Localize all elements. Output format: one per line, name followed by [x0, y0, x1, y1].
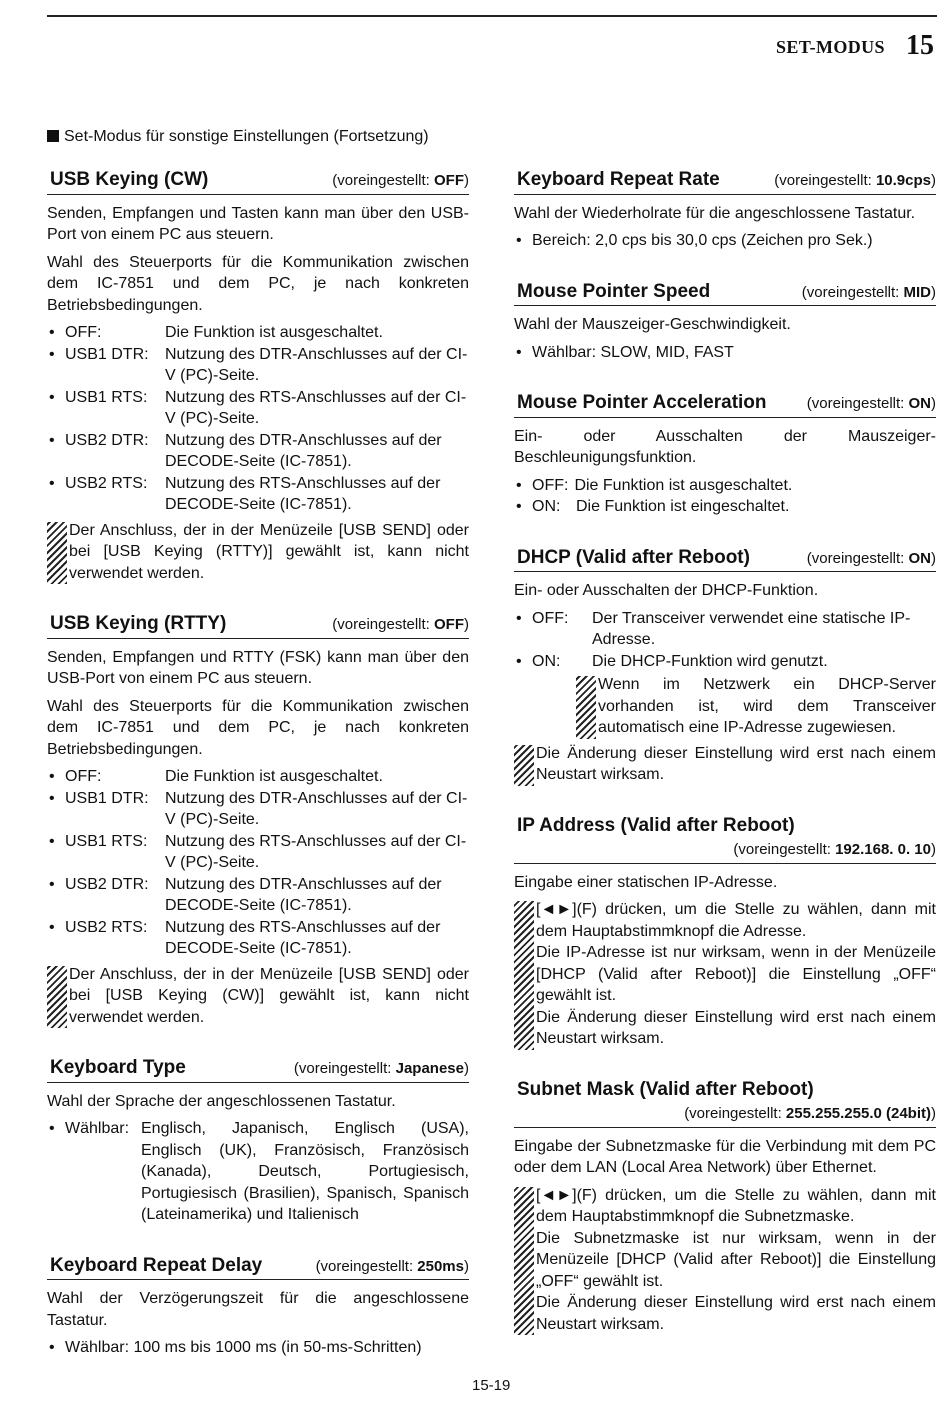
list-item: • Wählbar: SLOW, MID, FAST — [516, 343, 734, 361]
list-item: • Bereich: 2,0 cps bis 30,0 cps (Zeichen pro Sek.) — [516, 232, 873, 249]
list-item: • Wählbar: Englisch, Japanisch, Englisch (USA), Englisch (UK), Französisch, Französisch (Kanada), Deutsch, Portugiesisch, Portugiesisch (Brasilien), Spanisch, Spanisch (Lateinamerika) und Italienisch — [49, 1120, 469, 1223]
section-heading — [514, 278, 936, 307]
section-heading — [47, 166, 469, 195]
note-hatch-icon — [47, 522, 67, 585]
section-keyboard-repeat-delay — [47, 1252, 469, 1359]
section-heading — [47, 1054, 469, 1083]
section-title: Subnet Mask (Valid after Reboot) — [517, 1078, 814, 1100]
section-heading — [514, 544, 936, 573]
section-keyboard-type — [47, 1054, 469, 1226]
section-heading — [47, 610, 469, 639]
list-item: • USB1 RTS: Nutzung des RTS-Anschlusses auf der CI-V (PC)-Seite. — [49, 832, 467, 871]
paragraph: Wahl der Sprache der angeschlossenen Tastatur. — [47, 1092, 396, 1110]
section-title: Keyboard Repeat Delay — [50, 1254, 263, 1276]
section-heading — [514, 1076, 936, 1128]
header-page-number: 15 — [906, 30, 934, 61]
section-title: Keyboard Repeat Rate — [517, 169, 720, 190]
default-value: (voreingestellt: MID) — [801, 283, 936, 301]
section-usb-keying-cw — [47, 166, 469, 584]
paragraph: Wahl der Verzögerungszeit für die angeschlossene Tastatur. — [47, 1290, 469, 1329]
option-list — [47, 322, 469, 516]
list-item: • USB1 DTR: Nutzung des DTR-Anschlusses auf der CI-V (PC)-Seite. — [49, 789, 468, 828]
paragraph: Ein- oder Ausschalten der DHCP-Funktion. — [514, 582, 819, 599]
section-title: USB Keying (CW) — [50, 169, 209, 190]
note: Der Anschluss, der in der Menüzeile [USB SEND] oder bei [USB Keying (RTTY)] gewählt ist, kann nicht verwendet werden. — [47, 520, 469, 585]
section-subnet-mask — [514, 1076, 936, 1336]
header-title: SET-MODUS — [776, 37, 885, 57]
paragraph: Wahl des Steuerports für die Kommunikation zwischen dem IC-7851 und dem PC, je nach konkreten Betriebsbedingungen. — [47, 253, 469, 314]
default-value: (voreingestellt: 255.255.255.0 (24bit)) — [684, 1105, 936, 1122]
default-value: (voreingestellt: Japanese) — [293, 1060, 469, 1077]
section-heading — [514, 389, 936, 418]
default-value: (voreingestellt: 10.9cps) — [774, 172, 936, 189]
note-hatch-icon — [514, 745, 534, 786]
paragraph: Eingabe einer statischen IP-Adresse. — [514, 873, 778, 891]
intro-text: Set-Modus für sonstige Einstellungen (Fortsetzung) — [64, 128, 429, 145]
default-value: (voreingestellt: OFF) — [332, 616, 469, 633]
section-title: IP Address (Valid after Reboot) — [517, 814, 795, 836]
list-item: • USB1 RTS: Nutzung des RTS-Anschlusses auf der CI-V (PC)-Seite. — [49, 388, 467, 427]
section-title: DHCP (Valid after Reboot) — [517, 546, 750, 568]
section-title: Keyboard Type — [50, 1057, 186, 1078]
section-title: Mouse Pointer Speed — [517, 280, 711, 302]
paragraph: Wahl der Wiederholrate für die angeschlossene Tastatur. — [514, 204, 916, 222]
list-item: • USB2 DTR: Nutzung des DTR-Anschlusses auf der DECODE-Seite (IC-7851). — [49, 431, 442, 470]
list-item: • OFF: Die Funktion ist ausgeschaltet. — [49, 768, 383, 785]
note-hatch-icon — [514, 901, 534, 1050]
section-heading — [47, 1252, 469, 1281]
paragraph: Wahl des Steuerports für die Kommunikation zwischen dem IC-7851 und dem PC, je nach konkreten Betriebsbedingungen. — [47, 697, 469, 758]
list-item: • Wählbar: 100 ms bis 1000 ms (in 50-ms-Schritten) — [49, 1339, 422, 1356]
list-item: • ON: Die DHCP-Funktion wird genutzt. — [516, 652, 828, 670]
list-item: • OFF: Die Funktion ist ausgeschaltet. — [49, 324, 383, 341]
section-ip-address — [514, 812, 936, 1050]
note-hatch-icon — [576, 676, 596, 739]
default-value: (voreingestellt: OFF) — [332, 172, 469, 189]
option-list — [47, 1118, 469, 1226]
note: Wenn im Netzwerk ein DHCP-Server vorhanden ist, wird dem Transceiver automatisch eine IP-Adresse zugewiesen. — [576, 674, 936, 739]
paragraph: Senden, Empfangen und RTTY (FSK) kann man über den USB-Port von einem PC aus steuern. — [47, 648, 469, 687]
paragraph: Eingabe der Subnetzmaske für die Verbindung mit dem PC oder dem LAN (Local Area Network) über Ethernet. — [514, 1137, 936, 1176]
paragraph: Wahl der Mauszeiger-Geschwindigkeit. — [514, 316, 791, 333]
default-value: (voreingestellt: ON) — [806, 549, 936, 567]
section-heading — [514, 166, 936, 195]
list-item: • USB2 RTS: Nutzung des RTS-Anschlusses auf der DECODE-Seite (IC-7851). — [49, 918, 441, 957]
note-hatch-icon — [514, 1187, 534, 1336]
note-hatch-icon — [47, 966, 67, 1029]
header-rule — [47, 15, 937, 17]
section-title: Mouse Pointer Acceleration — [517, 392, 767, 413]
list-item: • OFF: Die Funktion ist ausgeschaltet. — [516, 476, 793, 494]
section-usb-keying-rtty — [47, 610, 469, 1028]
list-item: • ON: Die Funktion ist eingeschaltet. — [516, 498, 790, 515]
section-keyboard-repeat-rate — [514, 166, 936, 252]
square-bullet-icon — [47, 130, 59, 142]
section-mouse-pointer-acceleration — [514, 389, 936, 518]
option-list — [47, 766, 469, 960]
note: [◄►](F) drücken, um die Stelle zu wählen, dann mit dem Hauptabstimmknopf die Adresse. Die IP-Adresse ist nur wirksam, wenn in der Menüzeile [DHCP (Valid after Reboot)] die Einstellung „OFF“ gewählt ist. Die Änderung dieser Einstellung wird erst nach einem Neustart wirksam. — [514, 899, 936, 1050]
list-item: • OFF: Der Transceiver verwendet eine statische IP-Adresse. — [516, 609, 911, 648]
default-value: (voreingestellt: 250ms) — [315, 1257, 469, 1275]
note: Die Änderung dieser Einstellung wird erst nach einem Neustart wirksam. — [514, 743, 936, 786]
list-item: • USB2 DTR: Nutzung des DTR-Anschlusses auf der DECODE-Seite (IC-7851). — [49, 875, 442, 914]
note: Der Anschluss, der in der Menüzeile [USB SEND] oder bei [USB Keying (CW)] gewählt ist, kann nicht verwendet werden. — [47, 964, 469, 1029]
default-value: (voreingestellt: 192.168. 0. 10) — [733, 841, 936, 858]
list-item: • USB1 DTR: Nutzung des DTR-Anschlusses auf der CI-V (PC)-Seite. — [49, 345, 468, 384]
note: [◄►](F) drücken, um die Stelle zu wählen, dann mit dem Hauptabstimmknopf die Subnetzmaske. Die Subnetzmaske ist nur wirksam, wenn in der Menüzeile [DHCP (Valid after Reboot)] die Einstellung „OFF“ gewählt ist. Die Änderung dieser Einstellung wird erst nach einem Neustart wirksam. — [514, 1185, 936, 1336]
intro-line — [47, 128, 429, 146]
section-dhcp — [514, 544, 936, 786]
section-title: USB Keying (RTTY) — [50, 613, 227, 634]
section-mouse-pointer-speed — [514, 278, 936, 364]
paragraph: Senden, Empfangen und Tasten kann man über den USB-Port von einem PC aus steuern. — [47, 204, 469, 243]
paragraph: Ein- oder Ausschalten der Mauszeiger-Beschleunigungsfunktion. — [514, 427, 936, 466]
left-column — [47, 166, 469, 1385]
page-folio: 15-19 — [472, 1377, 511, 1394]
list-item: • USB2 RTS: Nutzung des RTS-Anschlusses auf der DECODE-Seite (IC-7851). — [49, 474, 441, 513]
section-heading — [514, 812, 936, 864]
right-column — [514, 166, 936, 1361]
default-value: (voreingestellt: ON) — [806, 395, 936, 412]
